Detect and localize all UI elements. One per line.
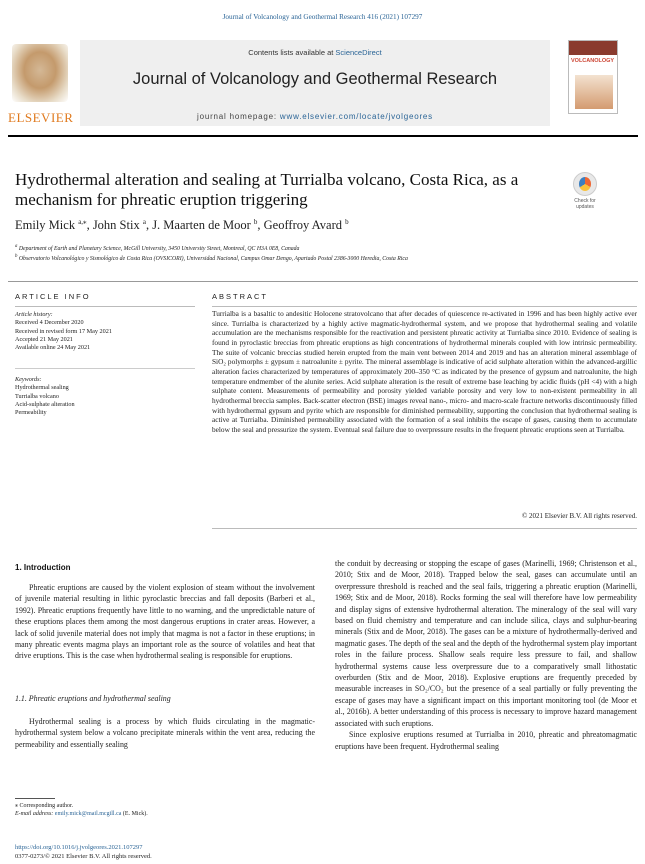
abstract-heading: ABSTRACT: [212, 292, 269, 301]
email-link[interactable]: emily.mick@mail.mcgill.ca: [54, 811, 122, 817]
masthead: [8, 40, 638, 132]
author-name[interactable]: John Stix: [92, 218, 140, 233]
issn-line: 0377-0273/© 2021 Elsevier B.V. All rights reserved.: [15, 853, 152, 860]
affiliation-sup: a: [15, 244, 18, 249]
author-sup[interactable]: b: [253, 218, 258, 226]
cover-text: VOLCANOLOGY: [571, 58, 615, 64]
section-heading: 1. Introduction: [15, 563, 71, 572]
tree-icon: [12, 44, 68, 102]
badge-circle: [573, 172, 597, 196]
email-suffix: (E. Mick).: [121, 811, 148, 817]
contents-prefix: Contents lists available at: [248, 48, 336, 57]
sciencedirect-link[interactable]: ScienceDirect: [335, 48, 382, 57]
bookmark-icon: [579, 177, 591, 191]
abstract-copyright: © 2021 Elsevier B.V. All rights reserved.: [521, 512, 637, 520]
elsevier-logo-text: ELSEVIER: [8, 110, 74, 125]
history-item: Accepted 21 May 2021: [15, 335, 73, 343]
contents-line: [80, 48, 550, 57]
article-history: [15, 311, 195, 352]
elsevier-logo[interactable]: [8, 40, 72, 126]
affiliation: [15, 254, 635, 262]
keyword: Hydrothermal sealing: [15, 384, 69, 392]
affiliation: [15, 244, 635, 252]
corresponding-author: ⁎ Corresponding author.: [15, 803, 74, 809]
paragraph-text: Hydrothermal sealing is a process by which fluids circulating in the magmatic-hydrothermal system below a volcano precipitate minerals within the vent area, reducing the permeability and essentially sealing: [15, 717, 315, 749]
author-list: Emily Mick $^{a,⁎}$, John Stix $^a$, J. Maarten de Moor $^b$, Geoffroy Avard $^b$: [15, 218, 349, 233]
author-name[interactable]: Geoffroy Avard: [263, 218, 342, 233]
affiliation-sup: b: [15, 254, 18, 259]
abstract-rule: [212, 306, 637, 307]
abstract-text: Turrialba is a basaltic to andesitic Holocene stratovolcano that after decades of quiescence re-activated in 1996 and has been highly active ever since. Turrialba is characterized by a highly active magmatic-hydrothermal system, and we propose that hydrothermal sealing and volatile accumulation are the mechanisms responsible for the reactivation and persistent phreatic activity at Turrialba since 2010. Evidence of sealing is found in pyroclastic breccias from phreatic eruptions as high concentrations of hydrothermal minerals coupled with low intrinsic permeability. The suite of volcanic breccias studied herein erupted from the main vent between 2014 and 2019 and has an alteration mineral assemblage of SiO₂ polymorphs ± gypsum ± natroalunite ± pyrite. The mineral assemblage is indicative of acid sulphate alteration within the advanced-argillic alteration facies characterized by temperatures of approximately 200–350 °C as indicated by the presence of gypsum and natroalunite, the high temperature endmember of the alunite series. Acid sulphate alteration is the result of extreme base leaching by acidic fluids (pH <4) with a high sulphate content. Measurements of permeability and porosity yielded variable porosity and very low to non-existent permeability in all hydrothermal breccia samples. Back-scatter electron (BSE) images reveal nano-, micro- and macro-scale fracture networks discontinuously filled with hydrothermal gypsum and pyrite which are responsible for diminished permeability, supporting the conclusion that hydrothermal sealing is active at Turrialba. Diminished permeability associated with the formation of a seal inhibits the escape of gases, causing them to accumulate below the seal and pressurize the system. Eventual seal failure due to overpressure results in the frequent phreatic eruptions seen at Turrialba.: [212, 309, 637, 434]
abstract-end-rule: [212, 528, 637, 529]
footnote-rule: [15, 798, 55, 799]
right-column: [335, 558, 637, 752]
keywords-label: Keywords:: [15, 376, 42, 383]
author-sup[interactable]: a: [142, 218, 146, 226]
homepage-prefix: journal homepage:: [197, 112, 280, 121]
author-name[interactable]: J. Maarten de Moor: [152, 218, 251, 233]
keyword: Permeability: [15, 409, 47, 417]
doi-link[interactable]: https://doi.org/10.1016/j.jvolgeores.2021.107297: [15, 844, 143, 851]
subsection-paragraph: [15, 716, 315, 750]
subsection-heading: 1.1. Phreatic eruptions and hydrothermal sealing: [15, 694, 171, 703]
email-label: E-mail address:: [15, 811, 55, 817]
intro-paragraph: [15, 582, 315, 662]
cover-band: [569, 41, 618, 55]
running-header[interactable]: Journal of Volcanology and Geothermal Research 416 (2021) 107297: [222, 13, 423, 21]
article-info-heading: ARTICLE INFO: [15, 292, 91, 301]
history-label: Article history:: [15, 311, 53, 318]
history-item: Available online 24 May 2021: [15, 344, 91, 352]
masthead-rule: [8, 135, 638, 137]
check-for-updates-badge[interactable]: [568, 172, 602, 212]
paragraph-text: Since explosive eruptions resumed at Turrialba in 2010, phreatic and phreatomagmatic eruptions have been frequent. Hydrothermal sealing: [335, 730, 637, 751]
author-name[interactable]: Emily Mick: [15, 218, 76, 233]
info-divider: [15, 368, 195, 369]
keywords: [15, 376, 195, 417]
keyword: Turrialba volcano: [15, 392, 59, 400]
journal-cover[interactable]: [568, 40, 618, 114]
history-item: Received 4 December 2020: [15, 319, 84, 327]
footnote: [15, 802, 315, 818]
paragraph-text: the conduit by decreasing or stopping the escape of gases (Marinelli, 1969; Christenson et al., 2010; Stix and de Moor, 2018). Trapped below the seal, gases can accumulate until an overpressure threshold is reached and the seal fails, triggering a phreatic eruption (Marinelli, 1969; Stix and de Moor, 2018). Rocks forming the seal will therefore have low permeability and display signs of extensive hydrothermal alteration. The mineralogy of the seal will vary based on fluid chemistry and temperature and can include silica, clays and sulphur-bearing minerals (Stix and de Moor, 2018). The gases can be a mixture of hydrothermally-derived and magmatic gases. The depth of the seal and the depth of the hydrothermal system play important roles in the failure process. Shallow seals require less pressure to fail, and shallow hydrothermal systems cause less overpressure due to a comparatively small lithostatic overburden (Stix and de Moor, 2018). Explosive eruptions are frequently preceded by measurable increases in SO₂/CO₂ but the presence of a seal partially or fully preventing the escape of gases may have a significant impact on this important monitoring tool (de Moor et al., 2016b). A better understanding of this process is necessary to improve hazard management associated with such eruptions.: [335, 559, 637, 728]
affiliation-text: Observatorio Volcanológico y Sismológico de Costa Rica (OVSICORI), Universidad Nacional, Campus Omar Dengo, Apartado Postal 2386-3000 Heredia, Costa Rica: [18, 255, 408, 262]
homepage-link[interactable]: www.elsevier.com/locate/jvolgeores: [279, 112, 433, 121]
cover-image: [575, 75, 613, 109]
author-sup[interactable]: b: [345, 218, 349, 226]
history-item: Received in revised form 17 May 2021: [15, 327, 112, 335]
badge-text: Check for updates: [574, 198, 596, 210]
masthead-center: [80, 40, 550, 126]
page-footer: [15, 843, 315, 861]
affiliation-text: Department of Earth and Planetary Science, McGill University, 3450 University Street, Montreal, QC H3A 0E8, Canada: [18, 245, 300, 252]
keyword: Acid-sulphate alteration: [15, 400, 75, 408]
author-sup[interactable]: a,⁎: [78, 218, 87, 226]
article-info-rule: [15, 306, 195, 307]
journal-title: Journal of Volcanology and Geothermal Research: [132, 70, 498, 88]
journal-homepage: [80, 112, 550, 121]
paragraph-text: Phreatic eruptions are caused by the violent explosion of steam without the involvement of juvenile material resulting in lithic pyroclastic breccias and fall deposits (Barberi et al., 1992). Phreatic eruptions frequently have little to no warning, and the unpredictable nature of these eruptions places them among the most dangerous eruptions in crater areas. However, a lack of solid juvenile material does not imply that magma is not a factor in these eruptions; in many phreatic events magma plays an important role as the source of volatiles and heat that drive eruptions. This is the case when hydrothermal sealing is responsible for eruptions.: [15, 583, 315, 661]
section-rule: [8, 281, 638, 282]
article-title: Hydrothermal alteration and sealing at Turrialba volcano, Costa Rica, as a mechanism for phreatic eruption triggering: [15, 170, 519, 209]
